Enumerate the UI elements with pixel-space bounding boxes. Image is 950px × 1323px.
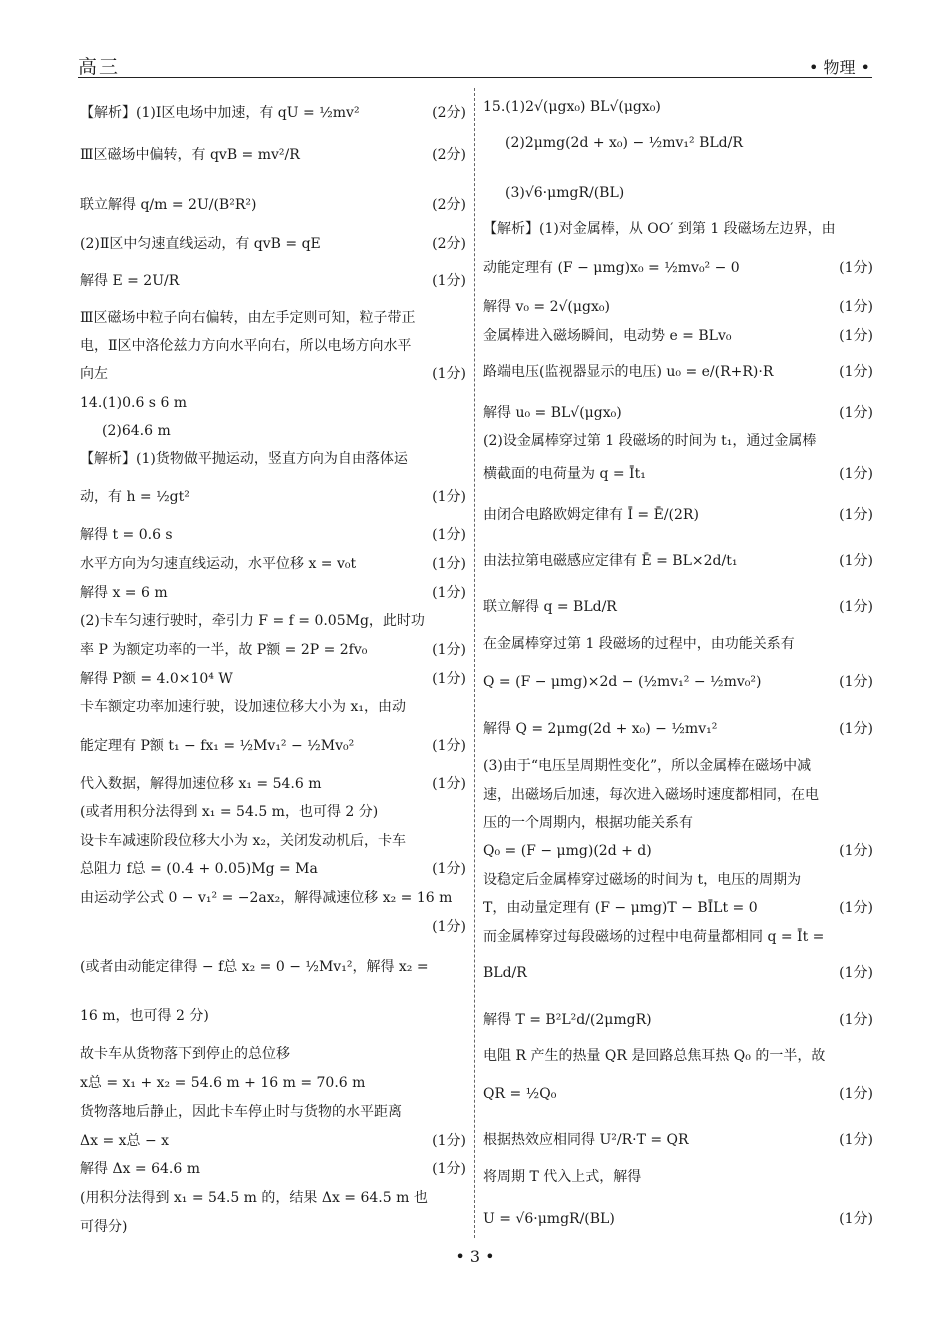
line-text: (2)64.6 m: [102, 423, 171, 439]
score-mark: (1分): [432, 671, 466, 687]
line-text: BLd/R: [483, 965, 527, 981]
line-text: 动，有 h = ½gt²: [80, 489, 190, 505]
score-mark: (1分): [432, 489, 466, 505]
score-mark: (1分): [432, 861, 466, 877]
score-mark: (1分): [432, 527, 466, 543]
line-text: 能定理有 P额 t₁ − fx₁ = ½Mv₁² − ½Mv₀²: [80, 738, 355, 754]
line-text: Ⅲ区磁场中偏转，有 qvB = mv²/R: [80, 147, 300, 163]
line-text: Q = (F − μmg)×2d − (½mv₁² − ½mv₀²): [483, 674, 762, 690]
line-text: 金属棒进入磁场瞬间，电动势 e = BLv₀: [483, 328, 732, 344]
score-mark: (1分): [432, 776, 466, 792]
line-text: 由法拉第电磁感应定律有 Ē = BL×2d/t₁: [483, 553, 738, 569]
header-rule: [78, 77, 872, 78]
line-text: U = √6·μmgR/(BL): [483, 1211, 615, 1227]
score-mark: (2分): [432, 197, 466, 213]
line-text: 解得 x = 6 m: [80, 585, 168, 601]
line-text: (或者用积分法得到 x₁ = 54.5 m，也可得 2 分): [80, 804, 379, 820]
line-text: 可得分): [80, 1219, 128, 1235]
header-subject: • 物理 •: [808, 58, 870, 77]
line-text: (用积分法得到 x₁ = 54.5 m 的，结果 Δx = 64.5 m 也: [80, 1190, 428, 1206]
score-mark: (1分): [839, 364, 873, 380]
score-mark: (1分): [432, 273, 466, 289]
question-answer: 14.(1)0.6 s 6 m: [80, 395, 188, 411]
line-text: 【解析】(1)对金属棒，从 OO′ 到第 1 段磁场左边界，由: [483, 221, 836, 237]
score-mark: (1分): [839, 599, 873, 615]
line-text: 卡车额定功率加速行驶，设加速位移大小为 x₁，由动: [80, 699, 406, 715]
score-mark: (1分): [839, 1086, 873, 1102]
line-text: 总阻力 f总 = (0.4 + 0.05)Mg = Ma: [80, 861, 318, 877]
column-divider: [474, 88, 475, 1238]
line-text: Δx = x总 − x: [80, 1133, 170, 1149]
line-text: Q₀ = (F − μmg)(2d + d): [483, 843, 652, 859]
line-text: (2)Ⅱ区中匀速直线运动，有 qvB = qE: [80, 236, 321, 252]
score-mark: (1分): [432, 585, 466, 601]
line-text: 解得 E = 2U/R: [80, 273, 180, 289]
score-mark: (1分): [432, 1133, 466, 1149]
score-mark: (1分): [432, 642, 466, 658]
score-mark: (1分): [839, 674, 873, 690]
score-mark: (1分): [839, 328, 873, 344]
score-mark: (1分): [432, 366, 466, 382]
line-text: 速，出磁场后加速，每次进入磁场时速度都相同，在电: [483, 787, 819, 803]
score-mark: (1分): [432, 556, 466, 572]
line-text: T，由动量定理有 (F − μmg)T − BĪLt = 0: [483, 900, 758, 916]
line-text: 代入数据，解得加速位移 x₁ = 54.6 m: [80, 776, 322, 792]
score-mark: (1分): [839, 965, 873, 981]
line-text: 动能定理有 (F − μmg)x₀ = ½mv₀² − 0: [483, 260, 740, 276]
line-text: 横截面的电荷量为 q = Īt₁: [483, 466, 646, 482]
line-text: 联立解得 q = BLd/R: [483, 599, 617, 615]
line-text: (3)√6·μmgR/(BL): [505, 185, 625, 201]
line-text: 由运动学公式 0 − v₁² = −2ax₂，解得减速位移 x₂ = 16 m: [80, 890, 453, 906]
score-mark: (1分): [839, 466, 873, 482]
line-text: 货物落地后静止，因此卡车停止时与货物的水平距离: [80, 1104, 402, 1120]
score-mark: (1分): [839, 1132, 873, 1148]
score-mark: (1分): [839, 405, 873, 421]
line-text: 解得 u₀ = BL√(μgx₀): [483, 405, 622, 421]
line-text: 由闭合电路欧姆定律有 Ī = Ē/(2R): [483, 507, 699, 523]
line-text: 路端电压(监视器显示的电压) u₀ = e/(R+R)·R: [483, 364, 774, 380]
score-mark: (1分): [839, 1012, 873, 1028]
line-text: (或者由动能定律得 − f总 x₂ = 0 − ½Mv₁²，解得 x₂ =: [80, 959, 429, 975]
line-text: Ⅲ区磁场中粒子向右偏转，由左手定则可知，粒子带正: [80, 310, 416, 326]
line-text: 向左: [80, 366, 108, 382]
line-text: 电阻 R 产生的热量 QR 是回路总焦耳热 Q₀ 的一半，故: [483, 1048, 826, 1064]
line-text: 联立解得 q/m = 2U/(B²R²): [80, 197, 257, 213]
score-mark: (1分): [839, 900, 873, 916]
score-mark: (2分): [432, 236, 466, 252]
score-mark: (1分): [432, 738, 466, 754]
line-text: 设卡车减速阶段位移大小为 x₂，关闭发动机后，卡车: [80, 833, 406, 849]
line-text: (3)由于“电压呈周期性变化”，所以金属棒在磁场中减: [483, 758, 812, 774]
score-mark: (2分): [432, 147, 466, 163]
line-text: 率 P 为额定功率的一半，故 P额 = 2P = 2fv₀: [80, 642, 368, 658]
line-text: 压的一个周期内，根据功能关系有: [483, 815, 693, 831]
line-text: x总 = x₁ + x₂ = 54.6 m + 16 m = 70.6 m: [80, 1075, 366, 1091]
score-mark: (1分): [839, 843, 873, 859]
line-text: (2)2μmg(2d + x₀) − ½mv₁² BLd/R: [505, 135, 743, 151]
score-mark: (2分): [432, 105, 466, 121]
line-text: 而金属棒穿过每段磁场的过程中电荷量都相同 q = Īt =: [483, 929, 825, 945]
score-mark: (1分): [839, 507, 873, 523]
line-text: 水平方向为匀速直线运动，水平位移 x = v₀t: [80, 556, 357, 572]
line-text: 【解析】(1)货物做平抛运动，竖直方向为自由落体运: [80, 451, 408, 467]
page-number: • 3 •: [455, 1247, 495, 1266]
score-mark: (1分): [839, 721, 873, 737]
line-text: 【解析】(1)Ⅰ区电场中加速，有 qU = ½mv²: [80, 105, 360, 121]
line-text: 解得 P额 = 4.0×10⁴ W: [80, 671, 233, 687]
line-text: 解得 Q = 2μmg(2d + x₀) − ½mv₁²: [483, 721, 718, 737]
line-text: 解得 t = 0.6 s: [80, 527, 173, 543]
line-text: 解得 T = B²L²d/(2μmgR): [483, 1012, 652, 1028]
line-text: (2)卡车匀速行驶时，牵引力 F = f = 0.05Mg，此时功: [80, 613, 425, 629]
score-mark: (1分): [839, 260, 873, 276]
score-mark: (1分): [839, 1211, 873, 1227]
question-answer: 15.(1)2√(μgx₀) BL√(μgx₀): [483, 99, 661, 115]
line-text: (2)设金属棒穿过第 1 段磁场的时间为 t₁，通过金属棒: [483, 433, 817, 449]
score-mark: (1分): [839, 299, 873, 315]
line-text: 解得 Δx = 64.6 m: [80, 1161, 200, 1177]
line-text: 在金属棒穿过第 1 段磁场的过程中，由功能关系有: [483, 636, 795, 652]
line-text: 解得 v₀ = 2√(μgx₀): [483, 299, 610, 315]
line-text: 将周期 T 代入上式，解得: [483, 1169, 642, 1185]
line-text: 设稳定后金属棒穿过磁场的时间为 t，电压的周期为: [483, 872, 802, 888]
score-mark: (1分): [432, 1161, 466, 1177]
line-text: QR = ½Q₀: [483, 1086, 557, 1102]
header-grade: 高三: [78, 56, 121, 78]
score-mark: (1分): [432, 919, 466, 935]
line-text: 根据热效应相同得 U²/R·T = QR: [483, 1132, 689, 1148]
line-text: 16 m，也可得 2 分): [80, 1008, 209, 1024]
score-mark: (1分): [839, 553, 873, 569]
line-text: 故卡车从货物落下到停止的总位移: [80, 1046, 290, 1062]
line-text: 电，Ⅱ区中洛伦兹力方向水平向右，所以电场方向水平: [80, 338, 412, 354]
